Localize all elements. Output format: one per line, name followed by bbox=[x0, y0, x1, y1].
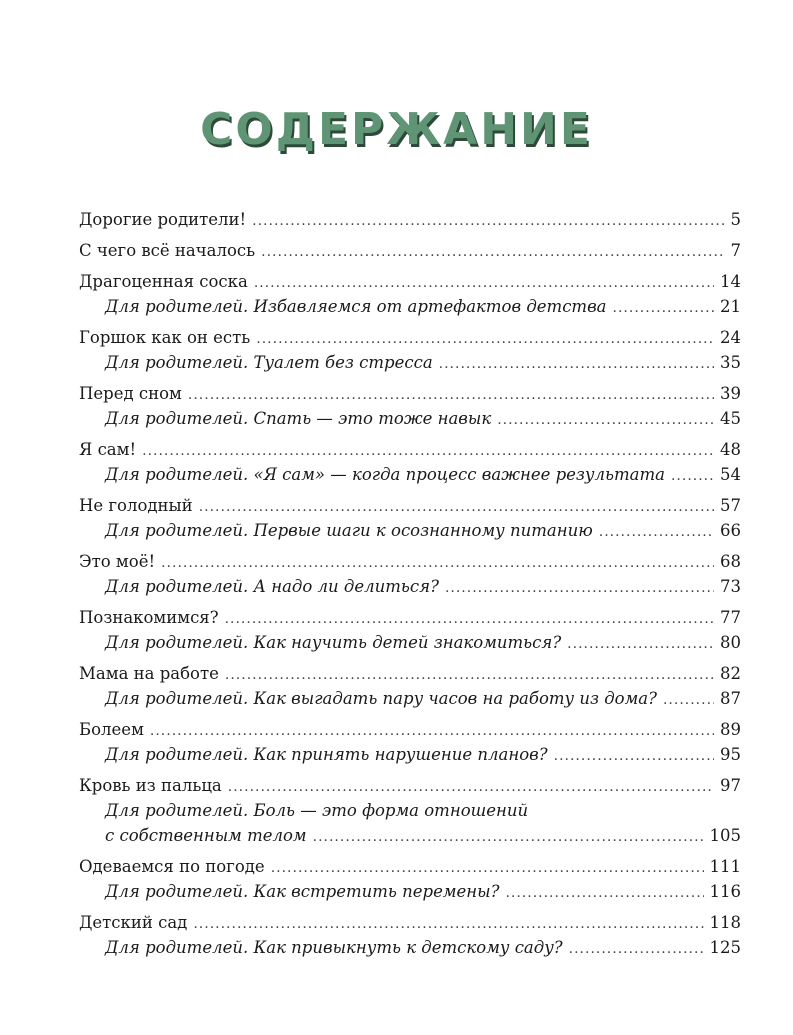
toc-entry bbox=[79, 493, 741, 518]
dot-leader bbox=[554, 744, 714, 769]
dot-leader bbox=[505, 881, 703, 906]
toc-entry bbox=[79, 773, 741, 798]
dot-leader bbox=[313, 825, 704, 850]
dot-leader bbox=[252, 209, 724, 234]
toc-page-number: 48 bbox=[720, 440, 741, 459]
dot-leader bbox=[613, 296, 714, 321]
page-title: СОДЕРЖАНИЕ bbox=[200, 104, 593, 155]
dot-leader bbox=[599, 520, 714, 545]
toc-entry-title: Болеем bbox=[79, 720, 144, 739]
toc-subentry bbox=[79, 294, 741, 319]
dot-leader bbox=[161, 551, 714, 576]
toc-page-number: 80 bbox=[720, 633, 741, 652]
toc-entry-title: Для родителей. Как привыкнуть к детскому саду? bbox=[105, 938, 563, 957]
toc-entry bbox=[79, 910, 741, 935]
dot-leader bbox=[271, 856, 704, 881]
toc-entry-title: с собственным телом bbox=[105, 826, 307, 845]
toc-entry-title: Горшок как он есть bbox=[79, 328, 251, 347]
toc-page-number: 21 bbox=[720, 297, 741, 316]
dot-leader bbox=[497, 408, 714, 433]
toc-page-number: 105 bbox=[709, 826, 741, 845]
toc-entry bbox=[79, 325, 741, 350]
toc-page-number: 118 bbox=[709, 913, 741, 932]
toc-page-number: 73 bbox=[720, 577, 741, 596]
dot-leader bbox=[188, 383, 714, 408]
toc-entry-title: Для родителей. Как встретить перемены? bbox=[105, 882, 500, 901]
toc-page-number: 66 bbox=[720, 521, 741, 540]
toc-entry-title: Детский сад bbox=[79, 913, 188, 932]
toc-entry-title: Перед сном bbox=[79, 384, 182, 403]
toc-page-number: 14 bbox=[720, 272, 741, 291]
dot-leader bbox=[199, 495, 714, 520]
toc-entry bbox=[79, 381, 741, 406]
toc-entry-title: Я сам! bbox=[79, 440, 137, 459]
toc-entry-title: Мама на работе bbox=[79, 664, 219, 683]
toc-page-number: 39 bbox=[720, 384, 741, 403]
toc-page-number: 87 bbox=[720, 689, 741, 708]
dot-leader bbox=[569, 937, 704, 962]
dot-leader bbox=[445, 576, 714, 601]
dot-leader bbox=[256, 327, 714, 352]
toc-entry-title: Для родителей. Как выгадать пару часов на работу из дома? bbox=[105, 689, 657, 708]
toc-page-number: 77 bbox=[720, 608, 741, 627]
dot-leader bbox=[254, 271, 714, 296]
dot-leader bbox=[225, 663, 714, 688]
toc-subentry bbox=[79, 462, 741, 487]
toc-page-number: 45 bbox=[720, 409, 741, 428]
toc-subentry bbox=[79, 630, 741, 655]
toc-page-number: 7 bbox=[730, 241, 741, 260]
toc-page-number: 125 bbox=[709, 938, 741, 957]
toc-page-number: 54 bbox=[720, 465, 741, 484]
toc-entry-title: Для родителей. Туалет без стресса bbox=[105, 353, 433, 372]
toc-page-number: 89 bbox=[720, 720, 741, 739]
toc-subentry bbox=[79, 406, 741, 431]
toc-entry bbox=[79, 207, 741, 232]
toc-entry-title: С чего всё началось bbox=[79, 241, 256, 260]
toc-entry bbox=[79, 437, 741, 462]
dot-leader bbox=[663, 688, 714, 713]
toc-page-number: 97 bbox=[720, 776, 741, 795]
toc-page-number: 68 bbox=[720, 552, 741, 571]
toc-page-number: 111 bbox=[709, 857, 741, 876]
toc-entry-title: Для родителей. Спать — это тоже навык bbox=[105, 409, 492, 428]
dot-leader bbox=[150, 719, 714, 744]
toc-subentry bbox=[79, 742, 741, 767]
dot-leader bbox=[671, 464, 714, 489]
toc-entry bbox=[79, 717, 741, 742]
toc-entry-title: Для родителей. Избавляемся от артефактов детства bbox=[105, 297, 607, 316]
toc-entry-title: Для родителей. Первые шаги к осознанному питанию bbox=[105, 521, 593, 540]
toc-entry-title: Не голодный bbox=[79, 496, 193, 515]
toc-subentry bbox=[79, 823, 741, 848]
toc-page-number: 82 bbox=[720, 664, 741, 683]
toc-entry-title: Кровь из пальца bbox=[79, 776, 222, 795]
toc-entry-title: Это моё! bbox=[79, 552, 156, 571]
toc-subentry bbox=[79, 686, 741, 711]
toc-entry-title: Драгоценная соска bbox=[79, 272, 248, 291]
toc-subentry bbox=[79, 350, 741, 375]
toc-entry-title: Дорогие родители! bbox=[79, 210, 247, 229]
toc-subentry bbox=[79, 574, 741, 599]
dot-leader bbox=[225, 607, 714, 632]
toc-page-number: 35 bbox=[720, 353, 741, 372]
toc-subentry bbox=[79, 879, 741, 904]
toc-subentry bbox=[79, 935, 741, 960]
toc-entry-title: Для родителей. Как принять нарушение планов? bbox=[105, 745, 548, 764]
toc-entry-title: Одеваемся по погоде bbox=[79, 857, 265, 876]
toc-page-number: 24 bbox=[720, 328, 741, 347]
toc-subentry-first-line: Для родителей. Боль — это форма отношений bbox=[105, 801, 529, 820]
toc-entry-title: Познакомимся? bbox=[79, 608, 219, 627]
toc-subentry bbox=[79, 518, 741, 543]
dot-leader bbox=[261, 240, 724, 265]
toc-entry-title: Для родителей. А надо ли делиться? bbox=[105, 577, 439, 596]
toc-entry bbox=[79, 549, 741, 574]
table-of-contents bbox=[79, 207, 741, 960]
toc-entry bbox=[79, 605, 741, 630]
dot-leader bbox=[142, 439, 714, 464]
toc-entry bbox=[79, 661, 741, 686]
toc-entry bbox=[79, 854, 741, 879]
dot-leader bbox=[228, 775, 714, 800]
toc-page-number: 95 bbox=[720, 745, 741, 764]
dot-leader bbox=[567, 632, 714, 657]
dot-leader bbox=[439, 352, 714, 377]
toc-entry bbox=[79, 238, 741, 263]
toc-page-number: 116 bbox=[709, 882, 741, 901]
toc-entry bbox=[79, 269, 741, 294]
toc-entry-title: Для родителей. «Я сам» — когда процесс важнее результата bbox=[105, 465, 665, 484]
toc-entry-title: Для родителей. Как научить детей знакомиться? bbox=[105, 633, 562, 652]
dot-leader bbox=[193, 912, 703, 937]
toc-page-number: 57 bbox=[720, 496, 741, 515]
toc-page-number: 5 bbox=[730, 210, 741, 229]
